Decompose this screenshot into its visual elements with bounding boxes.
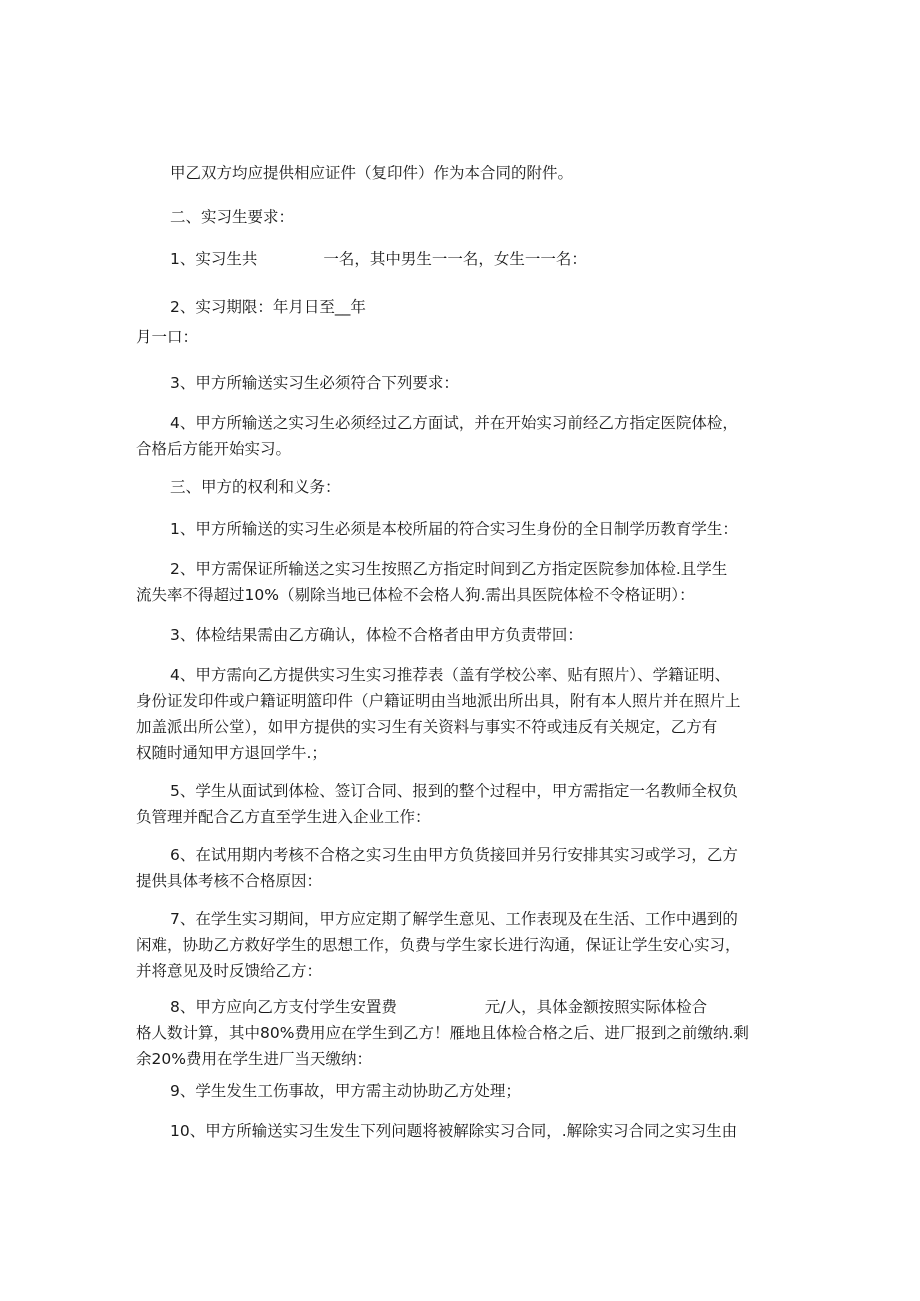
paragraph-physical-exam — [136, 556, 786, 608]
paragraph-interview-exam — [136, 410, 786, 462]
text-line: 4、甲方所输送之实习生必须经过乙方面试，并在开始实习前经乙方指定医院体检， — [170, 414, 738, 432]
section-heading-intern-requirements: 二、实习生要求： — [170, 208, 295, 226]
intern-count-suffix: 一名，其中男生一一名，女生一一名： — [323, 250, 587, 268]
paragraph-teacher-assignment — [136, 778, 786, 830]
placement-fee-prefix: 8、甲方应向乙方支付学生安置费 — [170, 998, 397, 1016]
text-line: 7、在学生实习期间，甲方应定期了解学生意见、工作表现及在生活、工作中遇到的 — [170, 910, 738, 928]
text-line: 权随时通知甲方退回学牛.； — [136, 744, 327, 762]
text-line — [136, 994, 786, 1020]
paragraph-work-injury: 9、学生发生工伤事故，甲方需主动协助乙方处理； — [170, 1082, 521, 1100]
text-line: 流失率不得超过10%（剔除当地已体检不会格人狗.需出具医院体检不令格证明）： — [136, 586, 695, 604]
placement-fee-suffix: 元/人，具体金额按照实际体检合 — [484, 998, 708, 1016]
text-line: 负管理并配合乙方直至学生进入企业工作： — [136, 808, 431, 826]
text-line: 并将意见及时反馈给乙方： — [136, 962, 323, 980]
paragraph-requirements-intro: 3、甲方所输送实习生必须符合下列要求： — [170, 374, 459, 392]
text-line: 闲难，协助乙方救好学生的思想工作，负费与学生家长进行沟通，保证让学生安心实习， — [136, 936, 741, 954]
paragraph-internship-period-end: 月一口： — [136, 328, 199, 346]
paragraph-probation — [136, 842, 786, 894]
text-line: 合格后方能开始实习。 — [136, 440, 292, 458]
paragraph-internship-period: 2、实习期限：年月日至__年 — [170, 298, 366, 316]
text-line: 加盖派出所公堂），如甲方提供的实习生有关资料与事实不符或违反有关规定，乙方有 — [136, 718, 718, 736]
text-line: 身份证发印件或户籍证明篮印件（户籍证明由当地派出所出具，附有本人照片并在照片上 — [136, 692, 741, 710]
text-line: 2、甲方需保证所输送之实习生按照乙方指定时间到乙方指定医院参加体检.且学生 — [170, 560, 728, 578]
paragraph-student-support — [136, 906, 786, 984]
text-line: 格人数计算，其中80%费用应在学生到乙方！雁地且体检合格之后、进厂报到之前缴纳.剩 — [136, 1024, 749, 1042]
paragraph-full-time-students: 1、甲方所输送的实习生必须是本校所届的符合实习生身份的全日制学历教育学生： — [170, 520, 738, 538]
text-line: 提供具体考核不合格原因： — [136, 872, 323, 890]
paragraph-documents — [136, 662, 786, 766]
paragraph-exam-results: 3、体检结果需由乙方确认，体检不合格者由甲方负责带回： — [170, 626, 583, 644]
paragraph-attachments: 甲乙双方均应提供相应证件（复印件）作为本合同的附件。 — [170, 164, 574, 182]
paragraph-termination: 10、甲方所输送实习生发生下列问题将被解除实习合同，.解除实习合同之实习生由 — [170, 1122, 738, 1140]
paragraph-placement-fee — [136, 994, 786, 1072]
text-line: 4、甲方需向乙方提供实习生实习推荐表（盖有学校公率、贴有照片）、学籍证明、 — [170, 666, 731, 684]
paragraph-intern-count — [136, 246, 786, 272]
intern-count-prefix: 1、实习生共 — [170, 250, 258, 268]
text-line: 余20%费用在学生进厂当天缴纳： — [136, 1050, 372, 1068]
section-heading-party-a-rights: 三、甲方的权利和义务： — [170, 478, 341, 496]
text-line: 5、学生从面试到体检、签订合同、报到的整个过程中，甲方需指定一名教师全权负 — [170, 782, 738, 800]
text-line: 6、在试用期内考核不合格之实习生由甲方负货接回并另行安排其实习或学习，乙方 — [170, 846, 738, 864]
